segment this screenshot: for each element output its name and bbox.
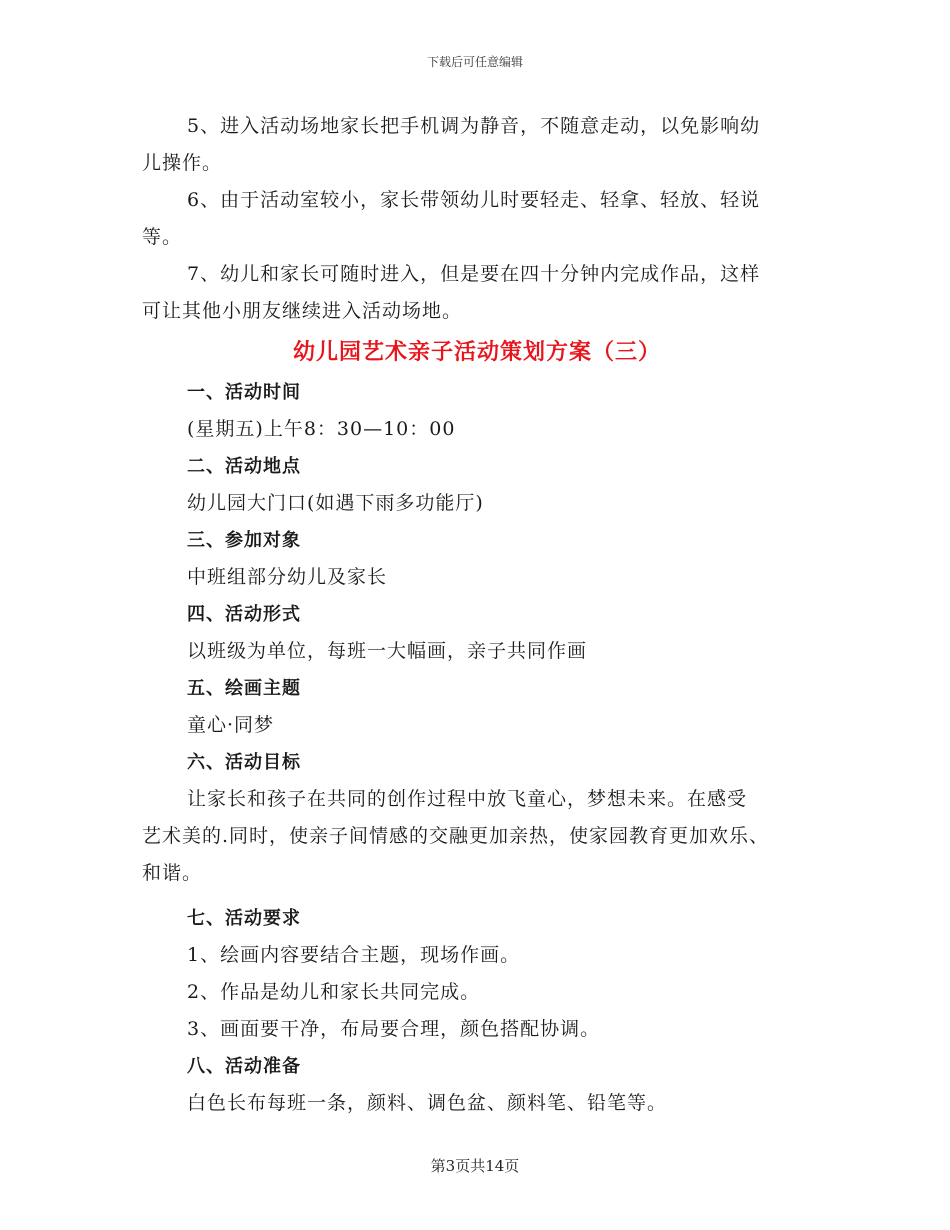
section-7-item-1: 1、绘画内容要结合主题，现场作画。 bbox=[187, 944, 521, 966]
section-7-heading: 七、活动要求 bbox=[187, 908, 301, 929]
section-7-item-3: 3、画面要干净，布局要合理，颜色搭配协调。 bbox=[187, 1018, 601, 1040]
section-4-text: 以班级为单位，每班一大幅画，亲子共同作画 bbox=[187, 640, 588, 662]
section-4-heading: 四、活动形式 bbox=[187, 604, 301, 625]
item-6-line-2: 等。 bbox=[142, 226, 183, 248]
section-6-line-1: 让家长和孩子在共同的创作过程中放飞童心，梦想未来。在感受 bbox=[187, 788, 748, 810]
section-8-heading: 八、活动准备 bbox=[187, 1056, 301, 1077]
section-6-heading: 六、活动目标 bbox=[187, 752, 301, 773]
section-1-heading: 一、活动时间 bbox=[187, 382, 301, 403]
item-5-line-1: 5、进入活动场地家长把手机调为静音，不随意走动，以免影响幼 bbox=[187, 115, 761, 137]
page-footer: 第3页共14页 bbox=[430, 1157, 520, 1175]
item-6-line-1: 6、由于活动室较小，家长带领幼儿时要轻走、轻拿、轻放、轻说 bbox=[187, 189, 761, 211]
plan-title: 幼儿园艺术亲子活动策划方案（三） bbox=[292, 339, 661, 365]
spacer bbox=[142, 892, 812, 900]
item-7-line-1: 7、幼儿和家长可随时进入，但是要在四十分钟内完成作品，这样 bbox=[187, 263, 761, 285]
section-5-heading: 五、绘画主题 bbox=[187, 678, 301, 699]
section-6-line-2: 艺术美的.同时，使亲子间情感的交融更加亲热，使家园教育更加欢乐、 bbox=[142, 825, 770, 847]
page-header: 下载后可任意编辑 bbox=[426, 55, 523, 69]
section-2-heading: 二、活动地点 bbox=[187, 456, 301, 477]
section-6-line-3: 和谐。 bbox=[142, 862, 203, 884]
section-2-text: 幼儿园大门口(如遇下雨多功能厅) bbox=[187, 492, 484, 514]
section-3-text: 中班组部分幼儿及家长 bbox=[187, 566, 388, 588]
section-3-heading: 三、参加对象 bbox=[187, 530, 301, 551]
section-1-text: (星期五)上午8：30—10：00 bbox=[187, 418, 456, 440]
item-5-line-2: 儿操作。 bbox=[142, 152, 223, 174]
section-8-text: 白色长布每班一条，颜料、调色盆、颜料笔、铅笔等。 bbox=[187, 1092, 668, 1114]
section-5-text: 童心·同梦 bbox=[187, 714, 275, 736]
section-7-item-2: 2、作品是幼儿和家长共同完成。 bbox=[187, 981, 481, 1003]
document-body bbox=[142, 108, 812, 1122]
item-7-line-2: 可让其他小朋友继续进入活动场地。 bbox=[142, 300, 463, 322]
